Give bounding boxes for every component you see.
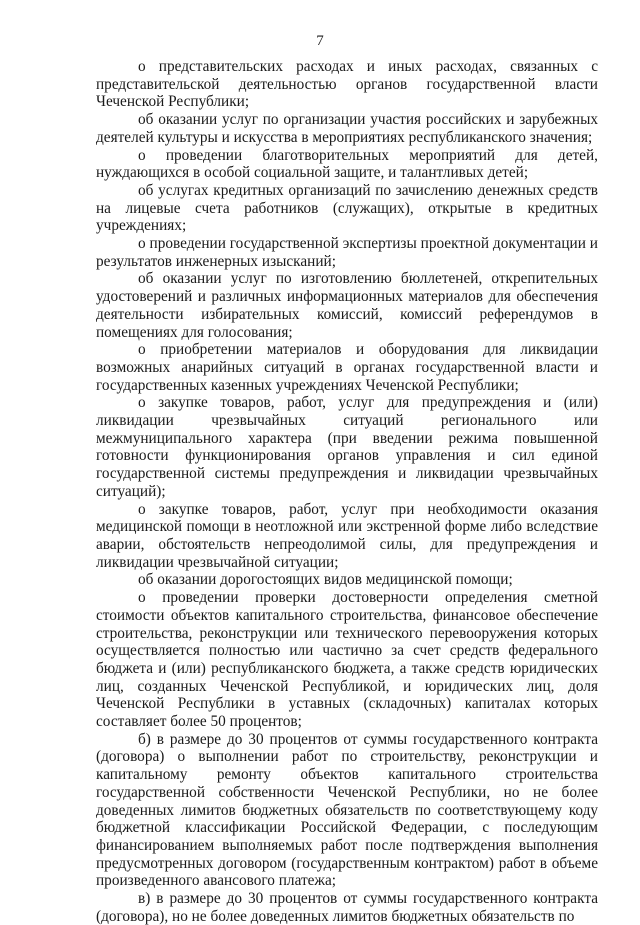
paragraph-item-v: в) в размере до 30 процентов от суммы государственного контракта (договора), но не более доведенных лимитов бюджетных обязательств по xyxy=(96,890,598,925)
paragraph-expensive-medical-care: об оказании дорогостоящих видов медицинской помощи; xyxy=(138,571,513,589)
paragraph-representation-expenses: о представительских расходах и иных расходах, связанных с представительской деятельностью органов государственной власти Чеченской Республики; xyxy=(96,58,598,111)
paragraph-emergency-equipment: о приобретении материалов и оборудования для ликвидации возможных анарийных ситуаций в органах государственной власти и государственных казенных учреждениях Чеченской Республики; xyxy=(96,341,598,394)
paragraph-state-expertise: о проведении государственной экспертизы проектной документации и результатов инженерных изысканий; xyxy=(96,235,598,270)
paragraph-ballots: об оказании услуг по изготовлению бюллетеней, открепительных удостоверений и различных информационных материалов для обеспечения деятельности избирательных комиссий, комиссий референдумов в помещениях для голосования; xyxy=(96,270,598,341)
paragraph-medical-emergency: о закупке товаров, работ, услуг при необходимости оказания медицинской помощи в неотложной или экстренной форме либо вследствие аварии, обстоятельств непреодолимой силы, для предупреждения и ликвидации чрезвычайной ситуации; xyxy=(96,500,598,571)
page-number: 7 xyxy=(316,33,324,49)
paragraph-item-b: б) в размере до 30 процентов от суммы государственного контракта (договора) о выполнении работ по строительству, реконструкции и капитальному ремонту объектов капитального строительства государственной собственности Чеченской Республики, но не более доведенных лимитов бюджетных обязательств по соответствующему коду бюджетной классификации Российской Федерации, с последующим финансированием выполняемых работ после подтверждения выполнения предусмотренных договором (государственным контрактом) работ в объеме произведенного авансового платежа; xyxy=(96,730,598,890)
paragraph-charity-events: о проведении благотворительных мероприятий для детей, нуждающихся в особой социальной защите, и талантливых детей; xyxy=(96,146,598,182)
paragraph-emergency-procurement: о закупке товаров, работ, услуг для предупреждения и (или) ликвидации чрезвычайных ситуаций регионального или межмуниципального характера (при введении режима повышенной готовности функционирования органов управления и сил единой государственной системы предупреждения и ликвидации чрезвычайных ситуаций); xyxy=(96,394,598,500)
document-body xyxy=(96,58,598,925)
paragraph-culture-events: об оказании услуг по организации участия российских и зарубежных деятелей культуры и искусства в мероприятиях республиканского значения; xyxy=(96,111,598,146)
paragraph-credit-organizations: об услугах кредитных организаций по зачислению денежных средств на лицевые счета работников (служащих), открытые в кредитных учреждениях; xyxy=(96,181,598,235)
paragraph-estimate-verification: о проведении проверки достоверности определения сметной стоимости объектов капитального строительства, финансовое обеспечение строительства, реконструкции или технического перевооружения которых осуществляется полностью или частично за счет средств федерального бюджета и (или) республиканского бюджета, а также средств юридических лиц, созданных Чеченской Республикой, и юридических лиц, доля Чеченской Республики в уставных (складочных) капиталах которых составляет более 50 процентов; xyxy=(96,589,598,731)
